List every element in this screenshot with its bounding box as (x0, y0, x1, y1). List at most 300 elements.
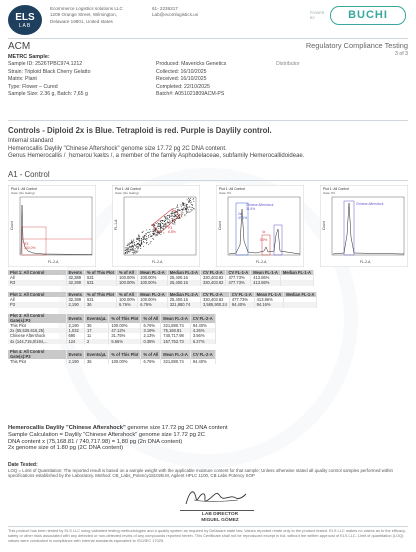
scatter-point (182, 202, 183, 203)
scatter-point (129, 244, 130, 245)
scatter-point (191, 202, 192, 203)
th: Median FL-2-A (167, 270, 200, 275)
cell: 6.27% (190, 339, 215, 344)
cell: This Plot (8, 323, 66, 328)
scatter-point (137, 239, 138, 240)
th: % of All (117, 292, 138, 297)
scatter-point (181, 214, 182, 215)
scatter-point (192, 209, 193, 210)
scatter-point (146, 234, 147, 235)
scatter-point (146, 242, 147, 243)
scatter-point (132, 249, 133, 250)
plot-gate: Gate: (No Gating) (11, 191, 35, 195)
distributor: Distributor (276, 61, 300, 67)
scatter-point (141, 243, 142, 244)
plot-2-scatter (112, 185, 200, 267)
scatter-point (148, 237, 149, 238)
scatter-point (191, 209, 192, 210)
genome-size-line: Hemerocallis Daylily "Chinese Aftershock" genome size 17.72 pg 2C DNA content. (8, 145, 227, 152)
cell: 100.00% (117, 280, 138, 285)
scatter-point (179, 216, 180, 217)
cell: 94.40% (190, 323, 215, 328)
scatter-point (159, 226, 160, 227)
scatter-point (186, 206, 187, 207)
scatter-point (189, 199, 190, 200)
scatter-point (134, 244, 135, 245)
cell: All (8, 275, 66, 280)
scatter-point (163, 226, 164, 227)
cell: 0.38% (141, 339, 161, 344)
scatter-point (165, 224, 166, 225)
cell: 477.73% (226, 280, 251, 285)
scatter-point (135, 250, 136, 251)
scatter-point (177, 214, 178, 215)
stats-table-4 (8, 350, 216, 364)
scatter-point (166, 226, 167, 227)
scatter-point (180, 210, 181, 211)
scatter-point (157, 232, 158, 233)
scatter-point (146, 243, 147, 244)
cell: 4.26% (190, 328, 215, 333)
scatter-point (177, 210, 178, 211)
th: Plot 3: All Control Gate(s):P3 (8, 314, 66, 323)
scatter-point (186, 213, 187, 214)
plot-3-gated-histogram (216, 185, 304, 267)
scatter-point (136, 250, 137, 251)
scatter-point (154, 228, 155, 229)
scatter-point (132, 242, 133, 243)
scatter-point (170, 221, 171, 222)
scatter-point (152, 238, 153, 239)
scatter-point (128, 247, 129, 248)
th: Plot 4: All Control Gate(s):P3 (8, 350, 66, 359)
scatter-point (127, 253, 128, 254)
scatter-point (171, 213, 172, 214)
scatter-point (142, 232, 143, 233)
scatter-point (148, 244, 149, 245)
scatter-point (186, 208, 187, 209)
scatter-point (181, 216, 182, 217)
scatter-point (167, 215, 168, 216)
scatter-point (186, 207, 187, 208)
scatter-point (165, 218, 166, 219)
cell: 330,403.82 (200, 275, 226, 280)
th: CV FL-1-A (226, 270, 251, 275)
batch-number: Batch#: A051021809ACM-PS (156, 91, 225, 98)
scatter-point (181, 212, 182, 213)
type: Type: Flower – Cured (8, 83, 58, 90)
scatter-point (139, 246, 140, 247)
th: % of This Plot (84, 270, 116, 275)
scatter-point (140, 246, 141, 247)
email-link[interactable]: Lab@ecomlogistics.us (152, 12, 199, 18)
scatter-point (160, 226, 161, 227)
matrix: Matrix: Plant (8, 76, 37, 83)
scatter-point (167, 221, 168, 222)
scatter-point (159, 220, 160, 221)
summary-line-2: Sample Calculation = Daylily "Chinese Aftershock" genome size 17.72 pg 2C (8, 431, 205, 438)
scatter-point (174, 224, 175, 225)
plot-gate: Gate: P3 (323, 191, 335, 195)
gate-label: R3 (24, 242, 29, 246)
scatter-point (144, 236, 145, 237)
x-axis-label: FL-2-A (152, 260, 163, 264)
cell: 32,389 (66, 297, 84, 302)
scatter-point (154, 225, 155, 226)
divider (8, 120, 408, 121)
scatter-point (160, 223, 161, 224)
strain: Strain: Triploid Black Cherry Gelatto (8, 68, 91, 75)
divider (8, 180, 408, 181)
powered-by (310, 11, 326, 20)
scatter-point (142, 239, 143, 240)
scatter-point (182, 204, 183, 205)
scatter-point (181, 206, 182, 207)
cell: Chinese Aftershock (8, 333, 66, 338)
scatter-point (169, 220, 170, 221)
scatter-point (161, 228, 162, 229)
cell: 2,190 (66, 323, 84, 328)
scatter-point (191, 210, 192, 211)
plot-1-histogram (8, 185, 96, 267)
scatter-point (183, 208, 184, 209)
scatter-point (136, 241, 137, 242)
scatter-point (158, 228, 159, 229)
th: Events/µL (84, 350, 108, 359)
scatter-point (163, 225, 164, 226)
page-number: 3 of 3 (395, 51, 408, 57)
cell: 413.86% (251, 280, 281, 285)
th: Events (66, 292, 84, 297)
cell: 32,389 (66, 280, 84, 285)
date-tested-title: Date Tested: (8, 462, 38, 468)
plot-gate: Gate: P3 (219, 191, 231, 195)
address-line: 1209 Orange Street, Wilmington, (50, 12, 117, 18)
cell: 477.73% (229, 297, 254, 302)
table-row (8, 339, 215, 344)
scatter-point (172, 223, 173, 224)
scatter-point (182, 212, 183, 213)
cell: 25,400.16 (167, 297, 200, 302)
company-contact (152, 6, 242, 19)
scatter-point (130, 247, 131, 248)
scatter-point (171, 215, 172, 216)
scatter-point (159, 231, 160, 232)
buchi-logo: BUCHI (330, 6, 406, 25)
cell: 2,190 (66, 359, 84, 364)
scatter-point (160, 234, 161, 235)
cell: 47.12% (109, 328, 141, 333)
scatter-point (157, 234, 158, 235)
scatter-point (161, 222, 162, 223)
scatter-point (140, 245, 141, 246)
th: % of This Plot (109, 350, 141, 359)
scatter-point (162, 220, 163, 221)
scatter-point (160, 225, 161, 226)
scatter-point (132, 245, 133, 246)
cell: 2,190 (66, 302, 84, 307)
scatter-point (155, 234, 156, 235)
diploid-percent: 47.1% (238, 216, 248, 220)
scatter-point (128, 243, 129, 244)
scatter-point (132, 246, 133, 247)
th: Mean FL-1-A (254, 292, 284, 297)
tetraploid-label: 4x (262, 230, 266, 234)
controls-title: Controls - Diploid 2x is Blue. Tetraploid is red. Purple is Daylily control. (8, 126, 272, 135)
scatter-point (136, 246, 137, 247)
scatter-point (132, 252, 133, 253)
plot-title: Plot 1: All Control (219, 187, 246, 191)
scatter-point (137, 243, 138, 244)
scatter-point (169, 215, 170, 216)
scatter-point (175, 215, 176, 216)
summary-line-1 (8, 425, 408, 432)
scatter-point (132, 250, 133, 251)
plot-title: Plot 1: All Control (115, 187, 142, 191)
cell: 321,880.74 (167, 302, 200, 307)
cell: 94.40% (229, 302, 254, 307)
th: Events (66, 314, 84, 323)
cell: 6.76% (141, 359, 161, 364)
stats-table-1 (8, 270, 314, 286)
scatter-point (139, 238, 140, 239)
cell: 6.76% (138, 302, 168, 307)
cell: 94.16% (254, 302, 284, 307)
scatter-point (165, 227, 166, 228)
scatter-point (158, 224, 159, 225)
scatter-point (161, 230, 162, 231)
th: Events (66, 270, 84, 275)
scatter-point (150, 234, 151, 235)
scatter-point (143, 239, 144, 240)
cell: 124 (66, 339, 84, 344)
scatter-point (162, 223, 163, 224)
scatter-point (167, 222, 168, 223)
scatter-point (132, 243, 133, 244)
scatter-point (156, 234, 157, 235)
sample-info-left (8, 61, 144, 99)
divider (8, 526, 408, 527)
scatter-point (157, 231, 158, 232)
scatter-point (160, 224, 161, 225)
scatter-point (166, 225, 167, 226)
scatter-point (167, 218, 168, 219)
cell: 1,032 (66, 328, 84, 333)
scatter-point (139, 240, 140, 241)
scatter-point (174, 222, 175, 223)
cell: 100.00% (109, 359, 141, 364)
th: Events (66, 350, 84, 359)
th: Plot 1: All Control (8, 270, 66, 275)
cell: 100.00% (109, 323, 141, 328)
scatter-point (165, 217, 166, 218)
th: % of All (117, 270, 138, 275)
scatter-point (169, 223, 170, 224)
scatter-point (136, 244, 137, 245)
cell: 3.19% (141, 328, 161, 333)
cell: 36 (84, 323, 108, 328)
scatter-point (164, 221, 165, 222)
scatter-point (169, 217, 170, 218)
scatter-point (133, 243, 134, 244)
cell: 100.00% (117, 275, 138, 280)
cell: 330,403.82 (200, 280, 226, 285)
scatter-point (125, 250, 126, 251)
cell: 4x (144,715,0/194,... (8, 339, 66, 344)
scatter-point (148, 232, 149, 233)
scatter-point (155, 235, 156, 236)
scatter-point (161, 220, 162, 221)
control-percent: 31.5% (246, 207, 256, 211)
cell: 100.00% (117, 297, 138, 302)
received: Received: 16/10/2025 (156, 76, 207, 83)
table-row (8, 280, 314, 285)
scatter-point (183, 204, 184, 205)
scatter-point (186, 211, 187, 212)
scatter-point (152, 235, 153, 236)
scatter-point (188, 212, 189, 213)
scatter-point (173, 216, 174, 217)
summary-bold: Hemerocallis Daylily "Chinese Aftershock" (8, 425, 126, 431)
logo-sub: LAB (18, 23, 32, 29)
scatter-point (165, 220, 166, 221)
th: CV FL-2-A (200, 292, 229, 297)
scatter-point (144, 235, 145, 236)
scatter-point (155, 231, 156, 232)
scatter-point (175, 208, 176, 209)
scatter-point (127, 252, 128, 253)
scatter-point (173, 208, 174, 209)
y-axis-label: FL-1-A (114, 219, 118, 230)
scatter-point (163, 232, 164, 233)
cell: 36 (84, 302, 116, 307)
footer-disclaimer: This product has been tested by ELS LLC using validated testing methodologies and a quality system as required by Delaware state law. Values reported relate only to the product tested. ELS LLC makes no claims as to the efficacy, safety or other risks associated with any detected or non-detected levels of any compounds reported herein. This Certificate shall not be reproduced except in full, without the written approval of ELS LLC. Limit of quantitation (LOQ) values were conducted in compliance with internal standards equivalent to ISO/IEC 17025. (8, 528, 406, 543)
cell: 740,717.98 (161, 333, 191, 338)
scatter-point (176, 207, 177, 208)
scatter-point (135, 251, 136, 252)
th: Mean FL-1-A (251, 270, 281, 275)
th: CV FL-2-A (200, 270, 226, 275)
scatter-point (156, 228, 157, 229)
scatter-point (173, 213, 174, 214)
scatter-point (157, 226, 158, 227)
scatter-point (187, 212, 188, 213)
scatter-point (155, 234, 156, 235)
powered-by-line: POWER (310, 11, 325, 15)
scatter-point (140, 244, 141, 245)
scatter-point (192, 205, 193, 206)
scatter-point (164, 224, 165, 225)
gate-label: P3 (168, 226, 173, 230)
scatter-point (169, 216, 170, 217)
summary-rest: genome size 17.72 pg 2C DNA content (125, 425, 228, 431)
scatter-point (138, 235, 139, 236)
signer-role: LAB DIRECTOR (201, 512, 239, 517)
cell: 94.40% (190, 359, 215, 364)
cell: 330,403.82 (200, 297, 229, 302)
scatter-point (137, 246, 138, 247)
scatter-point (133, 241, 134, 242)
scatter-point (131, 242, 132, 243)
scatter-point (141, 241, 142, 242)
table-header (8, 350, 215, 359)
scatter-point (129, 246, 130, 247)
th: Events/µL (84, 314, 108, 323)
x-axis-label: FL-2-A (360, 260, 371, 264)
scatter-point (189, 206, 190, 207)
scatter-point (127, 245, 128, 246)
produced: Produced: Mavericks Genetics (156, 61, 227, 67)
th: Plot 1: All Control (8, 292, 66, 297)
scatter-point (192, 207, 193, 208)
scatter-point (162, 228, 163, 229)
cell: 3.56% (190, 333, 215, 338)
scatter-point (133, 250, 134, 251)
scatter-point (133, 246, 134, 247)
scatter-point (158, 226, 159, 227)
scatter-point (189, 200, 190, 201)
cell: 413.86% (251, 275, 281, 280)
scatter-point (187, 199, 188, 200)
scatter-point (179, 217, 180, 218)
scatter-point (178, 218, 179, 219)
plot-title: Plot 1: All Control (323, 187, 350, 191)
scatter-point (179, 210, 180, 211)
logo-text: ELS (15, 12, 35, 23)
scatter-point (146, 240, 147, 241)
scatter-point (137, 251, 138, 252)
scatter-point (160, 227, 161, 228)
scatter-point (133, 249, 134, 250)
scatter-point (188, 209, 189, 210)
scatter-point (150, 243, 151, 244)
cell: 11 (84, 333, 108, 338)
scatter-point (158, 223, 159, 224)
plot-gate: Gate: (No Gating) (115, 191, 139, 195)
sample-info-middle (156, 61, 276, 99)
scatter-point (181, 209, 182, 210)
cell: 17 (84, 328, 108, 333)
completed: Completed: 22/10/2025 (156, 83, 210, 90)
plot-title: Plot 1: All Control (11, 187, 38, 191)
cell: 3,585,900.24 (200, 302, 229, 307)
scatter-point (184, 207, 185, 208)
scatter-point (157, 235, 158, 236)
client-name: ACM (8, 41, 31, 52)
phone: 61- 2236317 (152, 6, 178, 11)
scatter-point (151, 236, 152, 237)
scatter-point (188, 198, 189, 199)
scatter-point (127, 251, 128, 252)
cell: 25,400.16 (167, 280, 200, 285)
scatter-point (147, 232, 148, 233)
scatter-point (134, 252, 135, 253)
scatter-point (160, 220, 161, 221)
scatter-point (145, 239, 146, 240)
scatter-point (193, 198, 194, 199)
scatter-point (163, 228, 164, 229)
table-header (8, 314, 215, 323)
scatter-point (139, 236, 140, 237)
th: Median FL-1-A (284, 292, 317, 297)
scatter-point (140, 240, 141, 241)
x-axis-label: FL-2-A (48, 260, 59, 264)
scatter-point (193, 201, 194, 202)
cell: R3 (8, 280, 66, 285)
sample-id: Sample ID: 2526TPBC974.1212 (8, 61, 83, 67)
scatter-point (164, 226, 165, 227)
scatter-point (127, 249, 128, 250)
